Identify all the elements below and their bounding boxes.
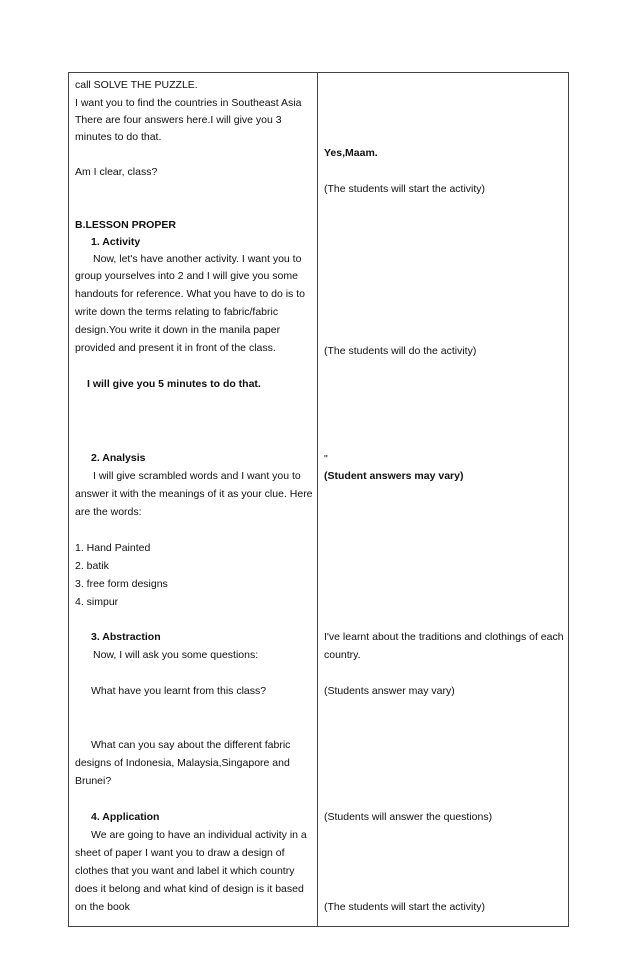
teacher-text-line: What can you say about the different fabric [91,739,291,751]
student-response: (The students will start the activity) [324,183,486,195]
lesson-proper-heading: B.LESSON PROPER [75,219,176,231]
teacher-text-line: sheet of paper I want you to draw a design of [75,847,285,859]
teacher-text-line: There are four answers here.I will give you 3 [75,114,282,126]
teacher-text-line: group yourselves into 2 and I will give you some [75,270,298,282]
teacher-text-line: on the book [75,901,130,913]
word-list-item: 1. Hand Painted [75,542,151,554]
abstraction-heading: 3. Abstraction [91,631,161,643]
teacher-text-line: Now, let's have another activity. I want you to [93,253,302,265]
teacher-text-line: Am I clear, class? [75,166,158,178]
teacher-text-line: I want you to find the countries in Southeast Asia [75,97,302,109]
teacher-text-line: write down the terms relating to fabric/fabric [75,306,279,318]
word-list-item: 2. batik [75,560,109,572]
lesson-plan-table [68,72,569,927]
teacher-text-line: handouts for reference. What you have to do is to [75,288,305,300]
teacher-text-line: We are going to have an individual activity in a [91,829,307,841]
student-response: (Students answer may vary) [324,685,455,697]
teacher-text-line: call SOLVE THE PUZZLE. [75,79,198,91]
student-response: (Students will answer the questions) [324,811,493,823]
student-response: I've learnt about the traditions and clothings of each [324,631,564,643]
teacher-text-line: clothes that you want and label it which country [75,865,295,877]
application-heading: 4. Application [91,811,160,823]
student-response: (The students will do the activity) [324,345,477,357]
teacher-text-line: I will give scrambled words and I want you to [93,470,301,482]
activity-heading: 1. Activity [91,236,141,248]
activity-time-note: I will give you 5 minutes to do that. [87,378,261,390]
teacher-text-line: designs of Indonesia, Malaysia,Singapore and [75,757,290,769]
teacher-text-line: provided and present it in front of the class. [75,342,276,354]
word-list-item: 3. free form designs [75,578,168,590]
student-response: (Student answers may vary) [324,470,464,482]
teacher-text-line: Brunei? [75,775,112,787]
teacher-text-line: design.You write it down in the manila paper [75,324,281,336]
student-response: (The students will start the activity) [324,901,486,913]
teacher-text-line: What have you learnt from this class? [91,685,267,697]
student-response: country. [324,649,361,661]
teacher-text-line: minutes to do that. [75,131,162,143]
column-divider [317,73,318,926]
teacher-text-line: are the words: [75,506,142,518]
teacher-text-line: does it belong and what kind of design is it based [75,883,304,895]
teacher-text-line: answer it with the meanings of it as your clue. Here [75,488,313,500]
analysis-heading: 2. Analysis [91,452,146,464]
teacher-text-line: Now, I will ask you some questions: [93,649,259,661]
word-list-item: 4. simpur [75,596,119,608]
student-yes-maam: Yes,Maam. [324,147,378,159]
student-quote-mark: " [324,453,328,465]
